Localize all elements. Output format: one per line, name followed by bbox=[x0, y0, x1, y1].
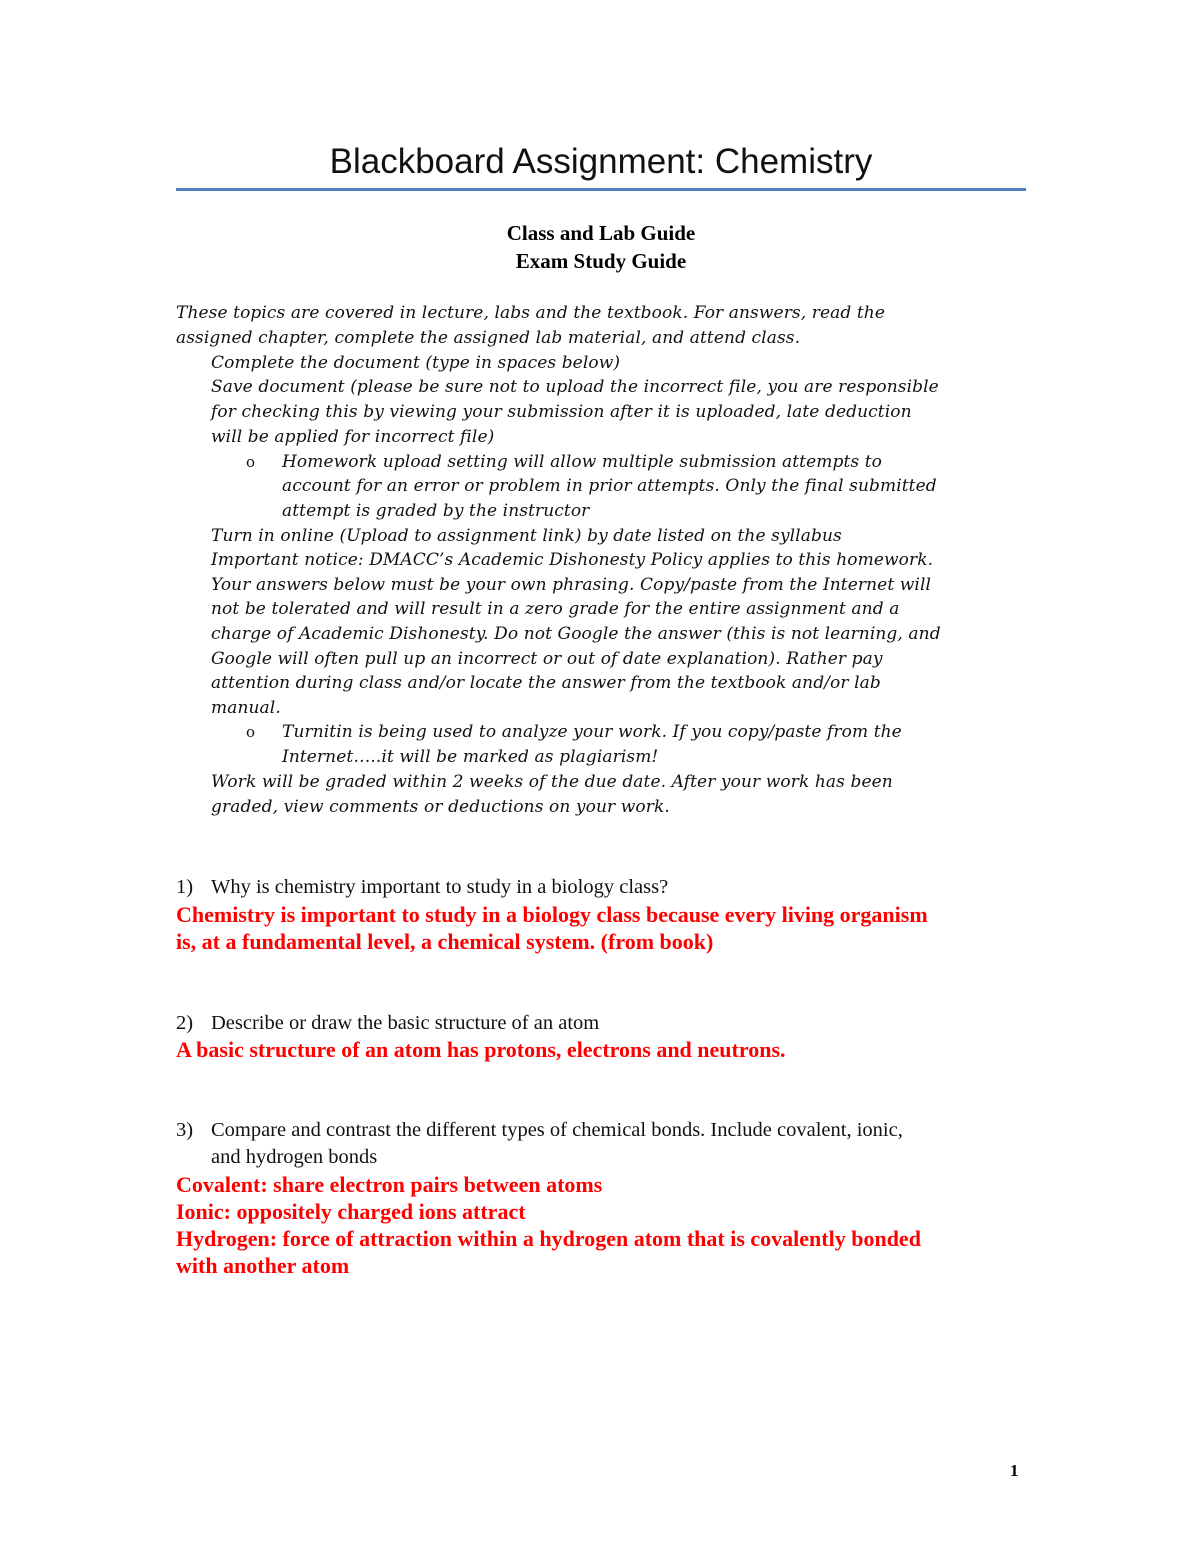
subtitle-exam-study-guide: Exam Study Guide bbox=[515, 249, 687, 273]
question-text: Describe or draw the basic structure of an atom bbox=[211, 1012, 600, 1034]
question-text: and hydrogen bonds bbox=[211, 1146, 378, 1168]
instruction-item-notice: charge of Academic Dishonesty. Do not Google the answer (this is not learning, and bbox=[211, 624, 941, 644]
answer-text: Ionic: oppositely charged ions attract bbox=[176, 1199, 526, 1224]
instruction-item-notice: Your answers below must be your own phrasing. Copy/paste from the Internet will bbox=[211, 575, 932, 595]
answer-text: Chemistry is important to study in a biology class because every living organism bbox=[176, 902, 928, 927]
instruction-item-notice: Google will often pull up an incorrect or out of date explanation). Rather pay bbox=[211, 649, 883, 669]
answer-text: A basic structure of an atom has protons, electrons and neutrons. bbox=[176, 1037, 786, 1062]
sub-item-turnitin: Turnitin is being used to analyze your work. If you copy/paste from the bbox=[282, 722, 902, 742]
instruction-item-save: Save document (please be sure not to upload the incorrect file, you are responsible bbox=[211, 377, 939, 397]
sub-bullet-marker: o bbox=[246, 723, 256, 741]
answer-text: Hydrogen: force of attraction within a hydrogen atom that is covalently bonded bbox=[176, 1226, 921, 1251]
document-title: Blackboard Assignment: Chemistry bbox=[329, 142, 873, 181]
instruction-item-turn-in: Turn in online (Upload to assignment link) by date listed on the syllabus bbox=[211, 526, 842, 546]
question-text: Compare and contrast the different types of chemical bonds. Include covalent, ionic, bbox=[211, 1119, 903, 1141]
answer-text: Covalent: share electron pairs between atoms bbox=[176, 1172, 603, 1197]
instruction-item-notice: attention during class and/or locate the answer from the textbook and/or lab bbox=[211, 673, 881, 693]
answer-text: is, at a fundamental level, a chemical system. (from book) bbox=[176, 929, 714, 954]
title-underline bbox=[176, 188, 1026, 191]
instruction-item-complete: Complete the document (type in spaces below) bbox=[211, 353, 621, 373]
instruction-item-save: will be applied for incorrect file) bbox=[211, 427, 495, 447]
question-number: 2) bbox=[176, 1012, 194, 1034]
sub-item-upload-setting: Homework upload setting will allow multiple submission attempts to bbox=[282, 452, 882, 472]
question-number: 3) bbox=[176, 1119, 194, 1141]
sub-item-upload-setting: attempt is graded by the instructor bbox=[282, 501, 590, 521]
instruction-item-grading: Work will be graded within 2 weeks of the due date. After your work has been bbox=[211, 772, 893, 792]
instruction-item-save: for checking this by viewing your submission after it is uploaded, late deduction bbox=[211, 402, 912, 422]
sub-item-upload-setting: account for an error or problem in prior attempts. Only the final submitted bbox=[282, 476, 937, 496]
intro-line: These topics are covered in lecture, labs and the textbook. For answers, read the bbox=[176, 303, 886, 323]
answer-text: with another atom bbox=[176, 1253, 350, 1278]
instruction-item-notice: manual. bbox=[211, 698, 281, 718]
sub-bullet-marker: o bbox=[246, 453, 256, 471]
intro-line: assigned chapter, complete the assigned lab material, and attend class. bbox=[176, 328, 801, 348]
instruction-item-notice: not be tolerated and will result in a zero grade for the entire assignment and a bbox=[211, 599, 900, 619]
instruction-item-grading: graded, view comments or deductions on your work. bbox=[211, 797, 670, 817]
sub-item-turnitin: Internet…..it will be marked as plagiarism! bbox=[282, 747, 659, 767]
instruction-item-notice: Important notice: DMACC’s Academic Dishonesty Policy applies to this homework. bbox=[211, 550, 934, 570]
question-number: 1) bbox=[176, 876, 194, 898]
question-text: Why is chemistry important to study in a biology class? bbox=[211, 876, 669, 898]
page-number: 1 bbox=[1010, 1461, 1019, 1480]
subtitle-class-lab-guide: Class and Lab Guide bbox=[506, 221, 696, 245]
